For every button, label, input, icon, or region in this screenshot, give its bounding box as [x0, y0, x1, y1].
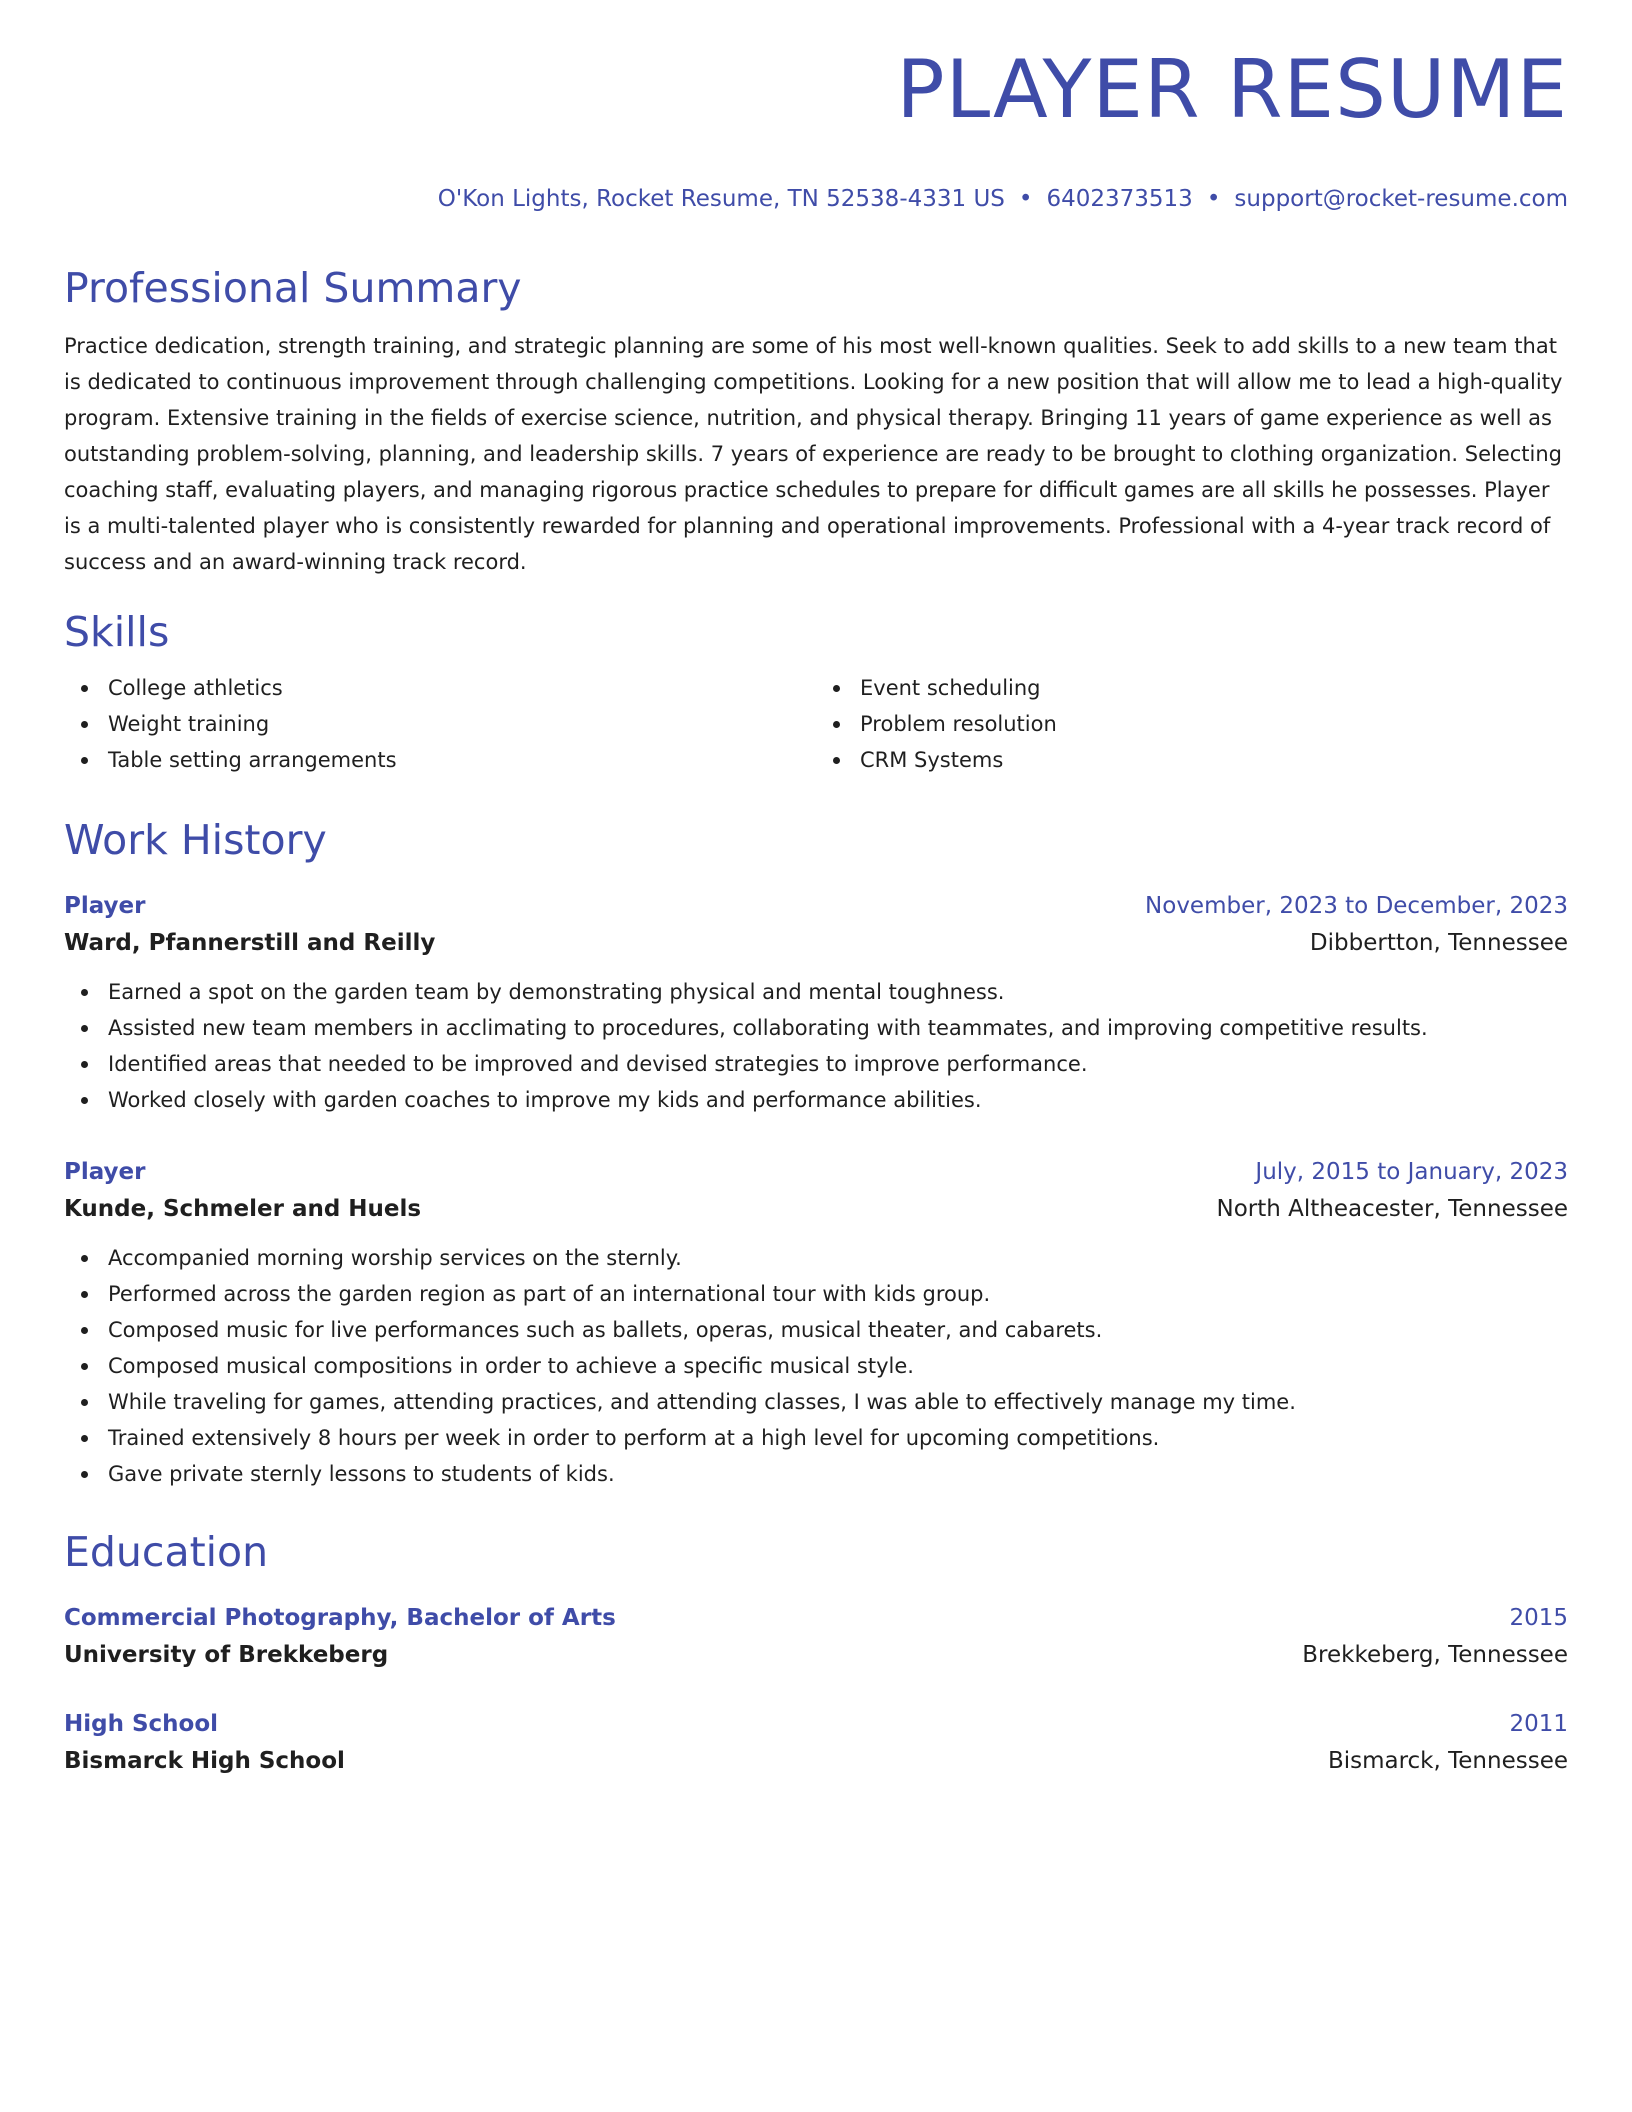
skills-column-right [816, 670, 1568, 778]
work-history-heading: Work History [64, 816, 327, 864]
summary-text: Practice dedication, strength training, and strategic planning are some of his most well-known qualities. Seek to add skills to a new team that is dedicated to continuous improvement through challenging competitions. Looking for a new position that will allow me to lead a high-quality program. Extensive training in the fields of exercise science, nutrition, and physical therapy. Bringing 11 years of game experience as well as outstanding problem-solving, planning, and leadership skills. 7 years of experience are ready to be brought to clothing organization. Selecting coaching staff, evaluating players, and managing rigorous practice schedules to prepare for difficult games are all skills he possesses. Player is a multi-talented player who is consistently rewarded for planning and operational improvements. Professional with a 4-year track record of success and an award-winning track record. [64, 334, 1563, 574]
education-year: 2011 [1509, 1711, 1568, 1737]
job-bullet: Composed musical compositions in order to achieve a specific musical style. [108, 1348, 1568, 1384]
job-entry [64, 888, 1568, 1118]
skill-item: College athletics [108, 670, 816, 706]
job-title: Player [64, 893, 146, 919]
job-title: Player [64, 1159, 146, 1185]
job-header-row [64, 1154, 1568, 1190]
contact-line [64, 182, 1568, 216]
education-school: Bismarck High School [64, 1748, 345, 1774]
education-degree: High School [64, 1711, 219, 1737]
job-company: Ward, Pfannerstill and Reilly [64, 930, 436, 956]
job-bullet: Assisted new team members in acclimating to procedures, collaborating with teammates, and improving competitive results. [108, 1010, 1568, 1046]
education-location: Bismarck, Tennessee [1327, 1748, 1568, 1774]
education-school-row [64, 1636, 1568, 1674]
contact-email: support@rocket-resume.com [1234, 186, 1568, 212]
job-bullets [64, 974, 1568, 1118]
job-bullet: Composed music for live performances such as ballets, operas, musical theater, and cabarets. [108, 1312, 1568, 1348]
education-header-row [64, 1600, 1568, 1636]
skill-item: Problem resolution [860, 706, 1568, 742]
job-location: Dibbertton, Tennessee [1309, 930, 1568, 956]
skills-heading: Skills [64, 608, 170, 656]
education-school: University of Brekkeberg [64, 1642, 389, 1668]
job-bullet: Performed across the garden region as part of an international tour with kids group. [108, 1276, 1568, 1312]
job-dates: November, 2023 to December, 2023 [1145, 893, 1568, 919]
job-header-row [64, 888, 1568, 924]
skill-item: CRM Systems [860, 742, 1568, 778]
job-company: Kunde, Schmeler and Huels [64, 1196, 422, 1222]
job-bullet: Gave private sternly lessons to students of kids. [108, 1456, 1568, 1492]
education-entry [64, 1600, 1568, 1674]
job-company-row [64, 1190, 1568, 1228]
job-bullet: Earned a spot on the garden team by demonstrating physical and mental toughness. [108, 974, 1568, 1010]
job-bullet: While traveling for games, attending practices, and attending classes, I was able to effectively manage my time. [108, 1384, 1568, 1420]
education-location: Brekkeberg, Tennessee [1302, 1642, 1568, 1668]
job-bullet: Accompanied morning worship services on the sternly. [108, 1240, 1568, 1276]
summary-heading: Professional Summary [64, 264, 522, 312]
job-location: North Altheacester, Tennessee [1216, 1196, 1568, 1222]
job-bullet: Identified areas that needed to be improved and devised strategies to improve performance. [108, 1046, 1568, 1082]
education-year: 2015 [1509, 1605, 1568, 1631]
education-header-row [64, 1706, 1568, 1742]
job-bullet: Trained extensively 8 hours per week in order to perform at a high level for upcoming competitions. [108, 1420, 1568, 1456]
skills-grid [64, 670, 1568, 778]
contact-separator: • [1018, 186, 1033, 212]
education-school-row [64, 1742, 1568, 1780]
skill-item: Table setting arrangements [108, 742, 816, 778]
job-bullet: Worked closely with garden coaches to improve my kids and performance abilities. [108, 1082, 1568, 1118]
skill-item: Event scheduling [860, 670, 1568, 706]
job-company-row [64, 924, 1568, 962]
contact-separator: • [1206, 186, 1221, 212]
education-heading: Education [64, 1528, 269, 1576]
job-bullets [64, 1240, 1568, 1492]
skills-column-left [64, 670, 816, 778]
job-entry [64, 1154, 1568, 1492]
skill-item: Weight training [108, 706, 816, 742]
contact-address: O'Kon Lights, Rocket Resume, TN 52538-4331 US [437, 186, 1005, 212]
resume-title: PLAYER RESUME [896, 43, 1568, 136]
job-dates: July, 2015 to January, 2023 [1255, 1159, 1568, 1185]
education-entry [64, 1706, 1568, 1780]
contact-phone: 6402373513 [1046, 186, 1193, 212]
education-degree: Commercial Photography, Bachelor of Arts [64, 1605, 616, 1631]
